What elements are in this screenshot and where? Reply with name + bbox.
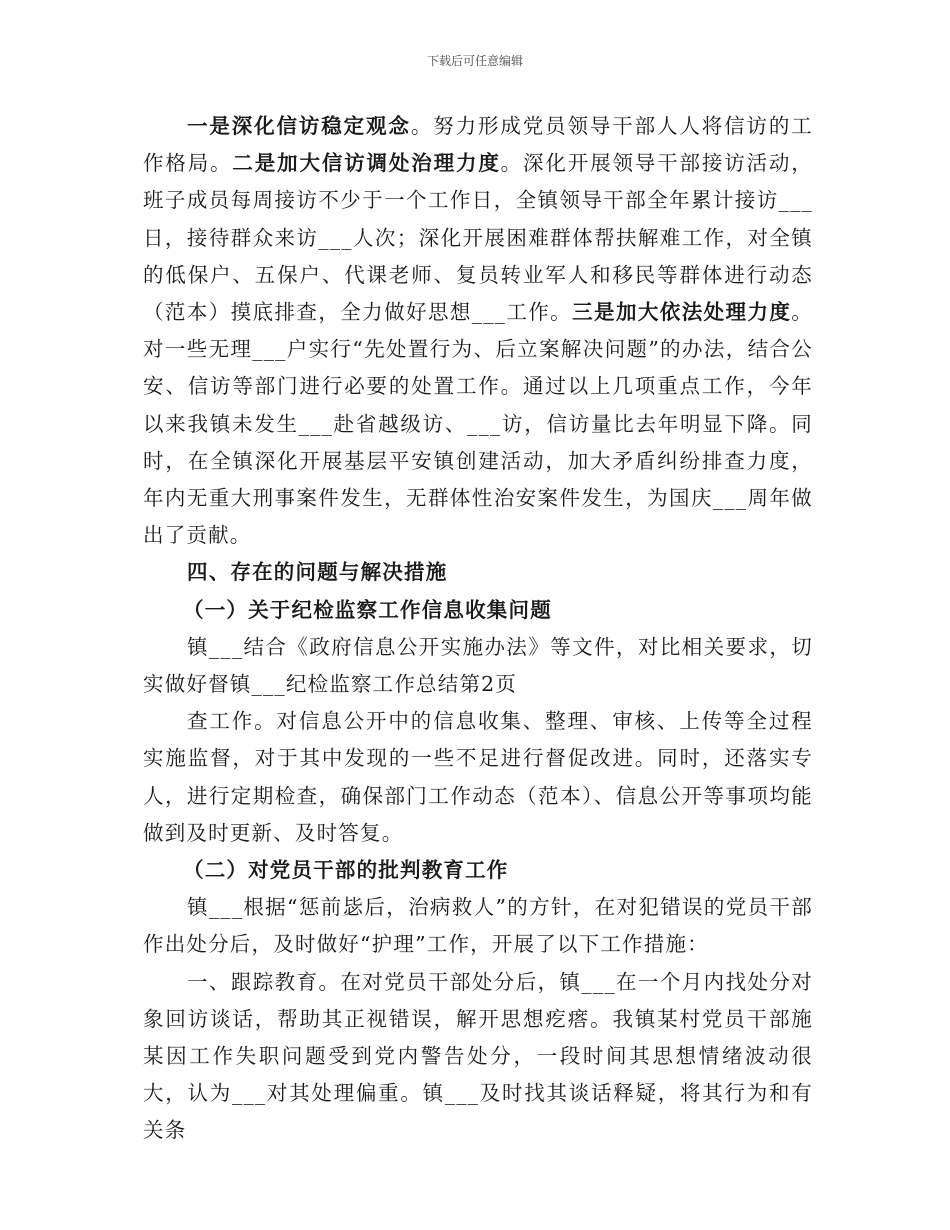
bold-point-2: 二是加大信访调处治理力度 [232,151,501,176]
subsection-heading-2: （二）对党员干部的批判教育工作 [183,858,509,883]
paragraph-supervision: 查工作。对信息公开中的信息收集、整理、审核、上传等全过程实施监督，对于其中发现的一些不足进行督促改进。同时，还落实专人，进行定期检查，确保部门工作动态（范本）、信息公开等事项均能做到及时更新、及时答复。 [143,709,813,845]
subsection-heading-1: （一）关于纪检监察工作信息收集问题 [183,597,552,622]
paragraph-text: 。努力形成党员领导干部人人将信访的工作格局。 [143,114,813,176]
bold-point-1: 一是深化信访稳定观念 [187,114,411,138]
bold-point-3: 三是加大依法处理力度 [572,300,792,325]
page-header: 下载后可任意编辑 [426,54,523,68]
paragraph-text: 。深化开展领导干部接访活动，班子成员每周接访不少于一个工作日，全镇领导干部全年累计接访___日，接待群众来访___人次；深化开展困难群体帮扶解难工作，对全镇的低保户、五保户、代课老师、复员转业军人和移民等群体进行动态（范本）摸底排查，全力做好思想___工作。 [143,151,813,325]
paragraph-text: 。对一些无理___户实行“先处置行为、后立案解决问题”的办法，结合公安、信访等部门进行必要的处置工作。通过以上几项重点工作，今年以来我镇未发生___赴省越级访、___访，信访量比去年明显下降。同时，在全镇深化开展基层平安镇创建活动，加大矛盾纠纷排查力度，年内无重大刑事案件发生，无群体性治安案件发生，为国庆___周年做出了贡献。 [143,300,813,548]
paragraph-follow-up: 一、跟踪教育。在对党员干部处分后，镇___在一个月内找处分对象回访谈话，帮助其正视错误，解开思想疙瘩。我镇某村党员干部施某因工作失职问题受到党内警告处分，一段时间其思想情绪波动很大，认为___对其处理偏重。镇___及时找其谈话释疑，将其行为和有关条 [143,969,813,1143]
paragraph-info-disclosure: 镇___结合《政府信息公开实施办法》等文件，对比相关要求，切实做好督镇___纪检监察工作总结第2页 [143,634,813,697]
paragraph-petition-work [143,108,813,554]
paragraph-education: 镇___根据“惩前毖后，治病救人”的方针，在对犯错误的党员干部作出处分后，及时做好“护理”工作，开展了以下工作措施： [143,895,813,957]
section-heading: 四、存在的问题与解决措施 [187,560,448,585]
document-body [143,108,813,1150]
